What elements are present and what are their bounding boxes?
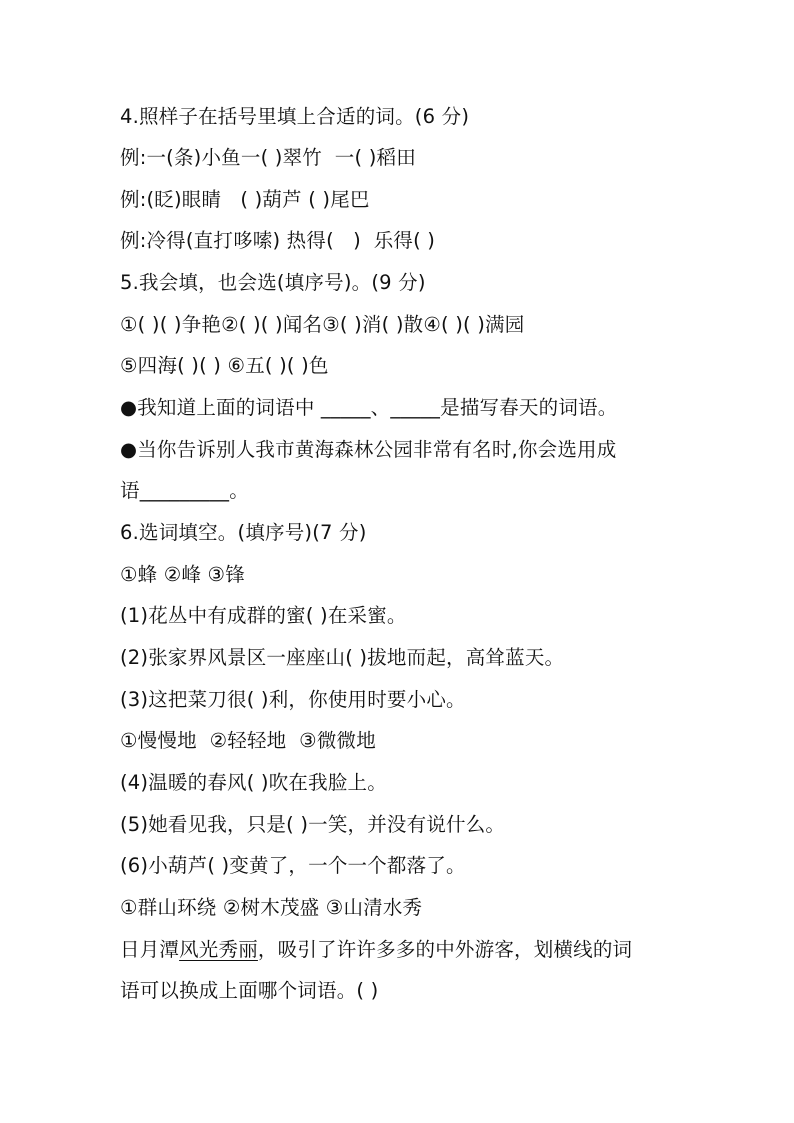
underlined-phrase: 风光秀丽 [179, 938, 258, 961]
question-6-choices-1: ①蜂 ②峰 ③锋 [120, 563, 245, 586]
question-6-item-6: (6)小葫芦( )变黄了，一个一个都落了。 [120, 854, 466, 877]
question-4-example-1: 例:一(条)小鱼一( )翠竹 一( )稻田 [120, 146, 416, 169]
question-4-heading: 4.照样子在括号里填上合适的词。(6 分) [120, 105, 470, 128]
question-4-example-2: 例:(眨)眼睛 ( )葫芦 ( )尾巴 [120, 188, 370, 211]
final-text-after: ，吸引了许许多多的中外游客，划横线的词 [257, 938, 633, 961]
question-6-choices-2: ①慢慢地 ②轻轻地 ③微微地 [120, 729, 376, 752]
question-6-item-5: (5)她看见我，只是( )一笑，并没有说什么。 [120, 813, 506, 836]
question-5-bullet-1: ●我知道上面的词语中 _____、_____是描写春天的词语。 [120, 396, 618, 419]
question-5-idioms-row-2: ⑤四海( )( ) ⑥五( )( )色 [120, 354, 329, 377]
question-6-item-2: (2)张家界风景区一座座山( )拔地而起，高耸蓝天。 [120, 646, 565, 669]
question-6-item-3: (3)这把菜刀很( )利，你使用时要小心。 [120, 688, 466, 711]
question-6-heading: 6.选词填空。(填序号)(7 分) [120, 521, 367, 544]
question-6-final-line-1 [120, 935, 700, 965]
question-6-choices-3: ①群山环绕 ②树木茂盛 ③山清水秀 [120, 896, 423, 919]
question-6-final-line-2: 语可以换成上面哪个词语。( ) [120, 979, 379, 1002]
question-6-item-4: (4)温暖的春风( )吹在我脸上。 [120, 771, 387, 794]
question-5-bullet-2-line-2: 语_________。 [120, 479, 249, 502]
question-5-idioms-row-1: ①( )( )争艳②( )( )闻名③( )消( )散④( )( )满园 [120, 313, 525, 336]
final-text-before: 日月潭 [120, 938, 180, 961]
question-4-example-3: 例:冷得(直打哆嗦) 热得( ) 乐得( ) [120, 229, 436, 252]
question-5-bullet-2-line-1: ●当你告诉别人我市黄海森林公园非常有名时,你会选用成 [120, 438, 617, 461]
question-5-heading: 5.我会填，也会选(填序号)。(9 分) [120, 271, 426, 294]
question-6-item-1: (1)花丛中有成群的蜜( )在采蜜。 [120, 604, 407, 627]
